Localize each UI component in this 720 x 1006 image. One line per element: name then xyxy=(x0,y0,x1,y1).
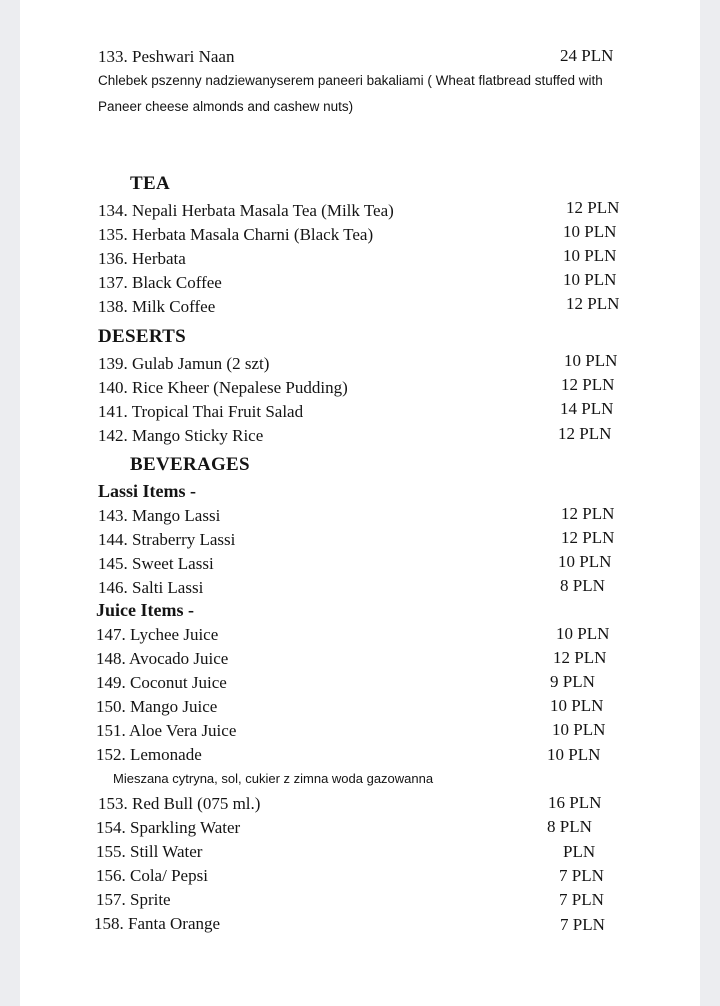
menu-item-description: Chlebek pszenny nadziewanyserem paneeri bakaliami ( Wheat flatbread stuffed with xyxy=(98,73,603,88)
menu-item-name: 155. Still Water xyxy=(96,842,203,861)
menu-item-name: 149. Coconut Juice xyxy=(96,673,227,692)
menu-page xyxy=(20,0,700,1006)
menu-item-price: 12 PLN xyxy=(558,424,612,443)
menu-item-price: 16 PLN xyxy=(548,793,602,812)
section-heading-tea: TEA xyxy=(130,173,170,194)
subsection-heading-juice: Juice Items - xyxy=(96,600,194,620)
menu-item-name: 158. Fanta Orange xyxy=(94,914,221,933)
menu-item-price: 10 PLN xyxy=(558,552,612,571)
menu-item-price: 10 PLN xyxy=(552,720,606,739)
menu-item-name: 136. Herbata xyxy=(98,249,186,268)
menu-item-name: 147. Lychee Juice xyxy=(96,625,219,644)
menu-item-price: 24 PLN xyxy=(560,46,614,65)
menu-item-description: Mieszana cytryna, sol, cukier z zimna woda gazowanna xyxy=(113,771,434,786)
menu-item-name: 153. Red Bull (075 ml.) xyxy=(98,794,261,813)
menu-item-price: 14 PLN xyxy=(560,399,614,418)
section-heading-deserts: DESERTS xyxy=(98,326,187,347)
menu-item-name: 151. Aloe Vera Juice xyxy=(96,721,237,740)
menu-item-price: 10 PLN xyxy=(563,246,617,265)
menu-item-name: 154. Sparkling Water xyxy=(96,818,241,837)
menu-item-price: PLN xyxy=(563,842,596,861)
menu-item-name: 144. Straberry Lassi xyxy=(98,530,236,549)
menu-item-price: 9 PLN xyxy=(550,672,595,691)
menu-item-price: 10 PLN xyxy=(550,696,604,715)
menu-item-name: 135. Herbata Masala Charni (Black Tea) xyxy=(98,225,374,244)
menu-item-name: 133. Peshwari Naan xyxy=(98,47,235,66)
menu-item-name: 142. Mango Sticky Rice xyxy=(98,426,264,445)
menu-item-name: 138. Milk Coffee xyxy=(98,297,216,316)
menu-item-price: 8 PLN xyxy=(547,817,592,836)
menu-item-price: 7 PLN xyxy=(559,890,604,909)
menu-item-name: 143. Mango Lassi xyxy=(98,506,221,525)
menu-item-price: 10 PLN xyxy=(556,624,610,643)
menu-item-name: 145. Sweet Lassi xyxy=(98,554,214,573)
menu-item-price: 12 PLN xyxy=(561,375,615,394)
menu-item-price: 10 PLN xyxy=(563,222,617,241)
menu-item-name: 141. Tropical Thai Fruit Salad xyxy=(98,402,304,421)
menu-item-name: 146. Salti Lassi xyxy=(98,578,204,597)
menu-item-price: 12 PLN xyxy=(561,528,615,547)
menu-item-name: 134. Nepali Herbata Masala Tea (Milk Tea) xyxy=(98,201,394,220)
section-heading-beverages: BEVERAGES xyxy=(130,454,250,475)
menu-item-price: 10 PLN xyxy=(564,351,618,370)
menu-item-name: 152. Lemonade xyxy=(96,745,202,764)
menu-item-name: 156. Cola/ Pepsi xyxy=(96,866,208,885)
menu-item-name: 150. Mango Juice xyxy=(96,697,218,716)
menu-item-name: 148. Avocado Juice xyxy=(96,649,229,668)
menu-item-name: 157. Sprite xyxy=(96,890,171,909)
menu-item-price: 12 PLN xyxy=(561,504,615,523)
menu-item-name: 140. Rice Kheer (Nepalese Pudding) xyxy=(98,378,348,397)
menu-item-price: 8 PLN xyxy=(560,576,605,595)
menu-item-price: 12 PLN xyxy=(553,648,607,667)
menu-item-price: 7 PLN xyxy=(560,915,605,934)
menu-item-price: 10 PLN xyxy=(547,745,601,764)
menu-item-price: 12 PLN xyxy=(566,294,620,313)
subsection-heading-lassi: Lassi Items - xyxy=(98,481,196,501)
menu-item-description: Paneer cheese almonds and cashew nuts) xyxy=(98,99,354,114)
menu-item-name: 139. Gulab Jamun (2 szt) xyxy=(98,354,270,373)
menu-item-price: 12 PLN xyxy=(566,198,620,217)
menu-item-name: 137. Black Coffee xyxy=(98,273,222,292)
menu-item-price: 10 PLN xyxy=(563,270,617,289)
menu-item-price: 7 PLN xyxy=(559,866,604,885)
